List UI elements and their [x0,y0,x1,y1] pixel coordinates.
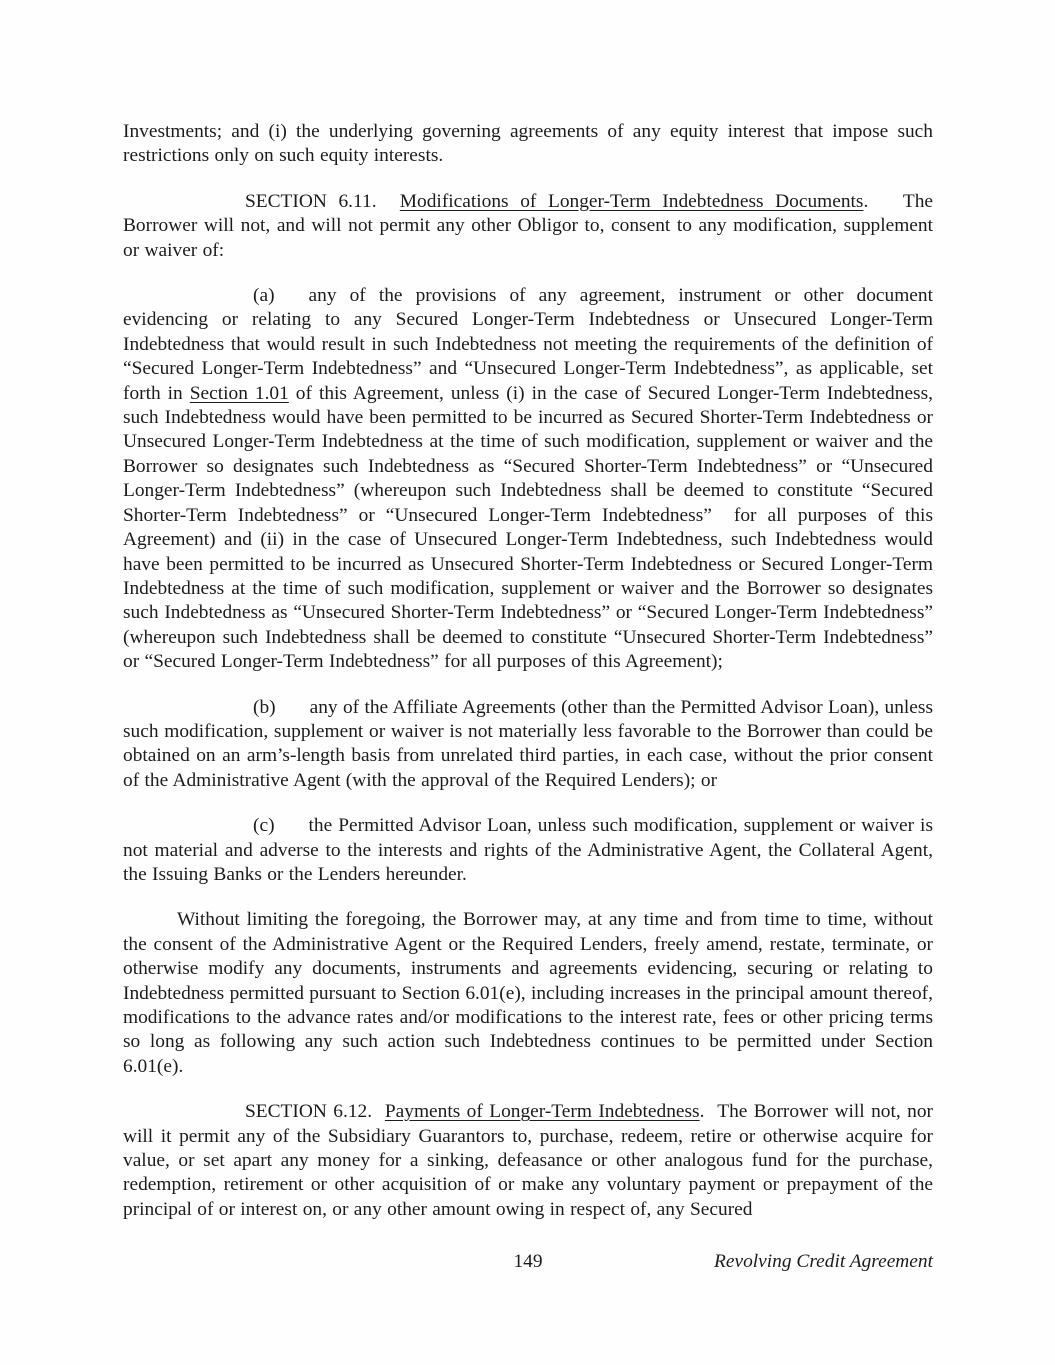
text-run: any of the provisions of any agreement, instrument or other document evidencing or relating to any Secured Longer-Term Indebtedness or Unsecured Longer-Term Indebtedness that would result in such Indebtedness not meeting the requirements of the definition of “Secured Longer-Term Indebtedness” and “Unsecured Longer-Term Indebtedness”, as applicable, set forth in [123,285,933,404]
paragraph-3 [123,284,933,675]
paragraph-4 [123,696,933,794]
page-number: 149 [513,1251,543,1272]
paragraph-6 [123,908,933,1079]
text-run: Without limiting the foregoing, the Borrower may, at any time and from time to time, without the consent of the Administrative Agent or the Required Lenders, freely amend, restate, terminate, or otherwise modify any documents, instruments and agreements evidencing, securing or relating to Indebtedness permitted pursuant to Section 6.01(e), including increases in the principal amount thereof, modifications to the advance rates and/or modifications to the interest rate, fees or other pricing terms so long as following any such action such Indebtedness continues to be permitted under Section 6.01(e). [123,909,933,1077]
text-run: of this Agreement, unless (i) in the case of Secured Longer-Term Indebtedness, such Indebtedness would have been permitted to be incurred as Secured Shorter-Term Indebtedness or Unsecured Longer-Term Indebtedness at the time of such modification, supplement or waiver and the Borrower so designates such Indebtedness as “Secured Shorter-Term Indebtedness” or “Unsecured Longer-Term Indebtedness” (whereupon such Indebtedness shall be deemed to constitute “Secured Shorter-Term Indebtedness” or “Unsecured Longer-Term Indebtedness” for all purposes of this Agreement) and (ii) in the case of Unsecured Longer-Term Indebtedness, such Indebtedness would have been permitted to be incurred as Unsecured Shorter-Term Indebtedness or Secured Longer-Term Indebtedness at the time of such modification, supplement or waiver and the Borrower so designates such Indebtedness as “Unsecured Shorter-Term Indebtedness” or “Secured Longer-Term Indebtedness” (whereupon such Indebtedness shall be deemed to constitute “Unsecured Shorter-Term Indebtedness” or “Secured Longer-Term Indebtedness” for all purposes of this Agreement); [123,382,933,673]
text-run: any of the Affiliate Agreements (other than the Permitted Advisor Loan), unless such modification, supplement or waiver is not materially less favorable to the Borrower than could be obtained on an arm’s-length basis from unrelated third parties, in each case, without the prior consent of the Administrative Agent (with the approval of the Required Lenders); or [123,696,933,791]
paragraph-5 [123,814,933,887]
underlined-text: Payments of Longer-Term Indebtedness [384,1101,700,1123]
paragraph-2 [123,190,933,263]
paragraph-7 [123,1100,933,1222]
text-run: . The Borrower will not, and will not permit any other Obligor to, consent to any modification, supplement or waiver of: [123,190,933,261]
text-run: . The Borrower will not, nor will it permit any of the Subsidiary Guarantors to, purchase, redeem, retire or otherwise acquire for value, or set apart any money for a sinking, defeasance or other analogous fund for the purchase, redemption, retirement or other acquisition of or make any voluntary payment or prepayment of the principal of or interest on, or any other amount owing in respect of, any Secured [123,1101,933,1220]
footer-document-title: Revolving Credit Agreement [714,1251,933,1272]
text-run: (b) [253,696,276,718]
underlined-text: Modifications of Longer-Term Indebtedness Documents [399,190,864,212]
text-run: (c) [253,815,275,837]
page-footer [123,1250,933,1280]
text-run: SECTION 6.11. [245,190,400,212]
text-run: the Permitted Advisor Loan, unless such modification, supplement or waiver is not material and adverse to the interests and rights of the Administrative Agent, the Collateral Agent, the Issuing Banks or the Lenders hereunder. [123,815,933,885]
text-run: SECTION 6.12. [245,1101,385,1123]
paragraph-1 [123,120,933,169]
text-run: Investments; and (i) the underlying governing agreements of any equity interest that impose such restrictions only on such equity interests. [123,121,933,167]
text-run: (a) [253,285,275,307]
underlined-text: Section 1.01 [189,382,289,404]
document-body [123,120,933,1243]
